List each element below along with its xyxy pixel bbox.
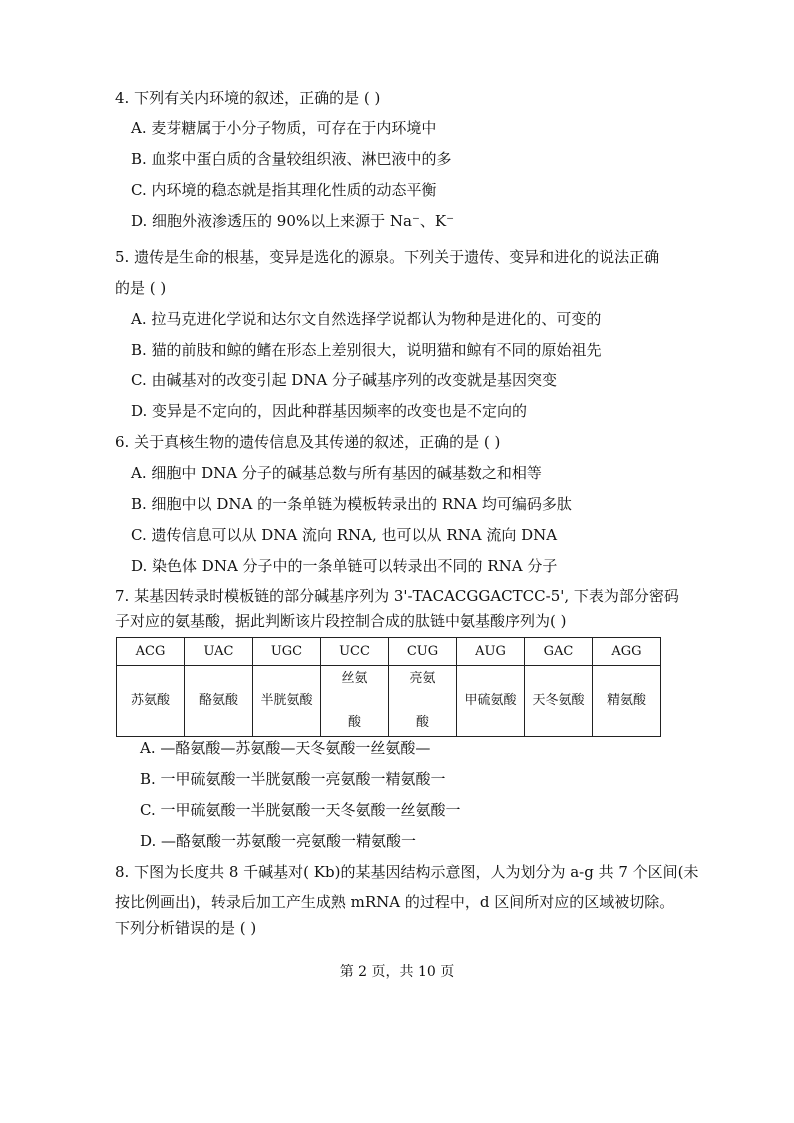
q5-option-c: C. 由碱基对的改变引起 DNA 分子碱基序列的改变就是基因突变 — [131, 371, 558, 389]
q5-option-a: A. 拉马克进化学说和达尔文自然选择学说都认为物种是进化的、可变的 — [131, 310, 602, 328]
q5-option-d: D. 变异是不定向的，因此种群基因频率的改变也是不定向的 — [131, 402, 528, 420]
codon-row — [117, 638, 661, 666]
amino-acid-row — [117, 666, 661, 737]
q4-option-c: C. 内环境的稳态就是指其理化性质的动态平衡 — [131, 181, 437, 199]
codon-cell: ACG — [117, 638, 185, 666]
q6-option-c: C. 遗传信息可以从 DNA 流向 RNA, 也可以从 RNA 流向 DNA — [131, 526, 558, 544]
q7-option-a: A. —酪氨酸—苏氨酸—天冬氨酸一丝氨酸— — [140, 739, 431, 757]
q7-option-b: B. 一甲硫氨酸一半胱氨酸一亮氨酸一精氨酸一 — [140, 770, 446, 788]
amino-acid-cell: 甲硫氨酸 — [457, 666, 525, 737]
codon-cell: UGC — [253, 638, 321, 666]
q7-stem-line1: 7. 某基因转录时模板链的部分碱基序列为 3'-TACACGGACTCC-5', 下表为部分密码 — [115, 587, 679, 605]
amino-acid-cell: 丝氨 酸 — [321, 666, 389, 737]
q6-option-b: B. 细胞中以 DNA 的一条单链为模板转录出的 RNA 均可编码多肽 — [131, 495, 572, 513]
q8-stem-line1: 8. 下图为长度共 8 千碱基对( Kb)的某基因结构示意图，人为划分为 a-g 共 7 个区间(未 — [115, 863, 699, 881]
q8-stem-line2: 按比例画出)，转录后加工产生成熟 mRNA 的过程中，d 区间所对应的区域被切除。 — [115, 893, 675, 911]
codon-table — [116, 637, 661, 737]
q4-option-d: D. 细胞外液渗透压的 90%以上来源于 Na⁻、K⁻ — [131, 212, 455, 230]
codon-cell: GAC — [525, 638, 593, 666]
codon-cell: AUG — [457, 638, 525, 666]
q6-stem: 6. 关于真核生物的遗传信息及其传递的叙述，正确的是 ( ) — [115, 433, 501, 451]
amino-acid-cell: 苏氨酸 — [117, 666, 185, 737]
q8-stem-line3: 下列分析错误的是 ( ) — [115, 919, 257, 937]
codon-cell: CUG — [389, 638, 457, 666]
q5-stem-line2: 的是 ( ) — [115, 279, 167, 297]
page-footer: 第 2 页，共 10 页 — [339, 964, 455, 980]
amino-acid-cell: 亮氨 酸 — [389, 666, 457, 737]
q4-option-b: B. 血浆中蛋白质的含量较组织液、淋巴液中的多 — [131, 150, 452, 168]
q7-stem-line2: 子对应的氨基酸，据此判断该片段控制合成的肽链中氨基酸序列为( ) — [115, 612, 567, 630]
amino-acid-cell: 精氨酸 — [593, 666, 661, 737]
amino-acid-cell: 酪氨酸 — [185, 666, 253, 737]
q4-option-a: A. 麦芽糖属于小分子物质，可存在于内环境中 — [131, 119, 437, 137]
codon-cell: AGG — [593, 638, 661, 666]
q6-option-a: A. 细胞中 DNA 分子的碱基总数与所有基因的碱基数之和相等 — [131, 464, 542, 482]
q5-stem-line1: 5. 遗传是生命的根基，变异是选化的源泉。下列关于遗传、变异和进化的说法正确 — [115, 248, 660, 266]
q5-option-b: B. 猫的前肢和鲸的鳍在形态上差别很大，说明猫和鲸有不同的原始祖先 — [131, 341, 602, 359]
q4-stem: 4. 下列有关内环境的叙述，正确的是 ( ) — [115, 89, 381, 107]
q7-option-d: D. —酪氨酸一苏氨酸一亮氨酸一精氨酸一 — [140, 832, 417, 850]
amino-acid-cell: 天冬氨酸 — [525, 666, 593, 737]
q6-option-d: D. 染色体 DNA 分子中的一条单链可以转录出不同的 RNA 分子 — [131, 557, 558, 575]
codon-cell: UAC — [185, 638, 253, 666]
codon-cell: UCC — [321, 638, 389, 666]
q7-option-c: C. 一甲硫氨酸一半胱氨酸一天冬氨酸一丝氨酸一 — [140, 801, 461, 819]
amino-acid-cell: 半胱氨酸 — [253, 666, 321, 737]
